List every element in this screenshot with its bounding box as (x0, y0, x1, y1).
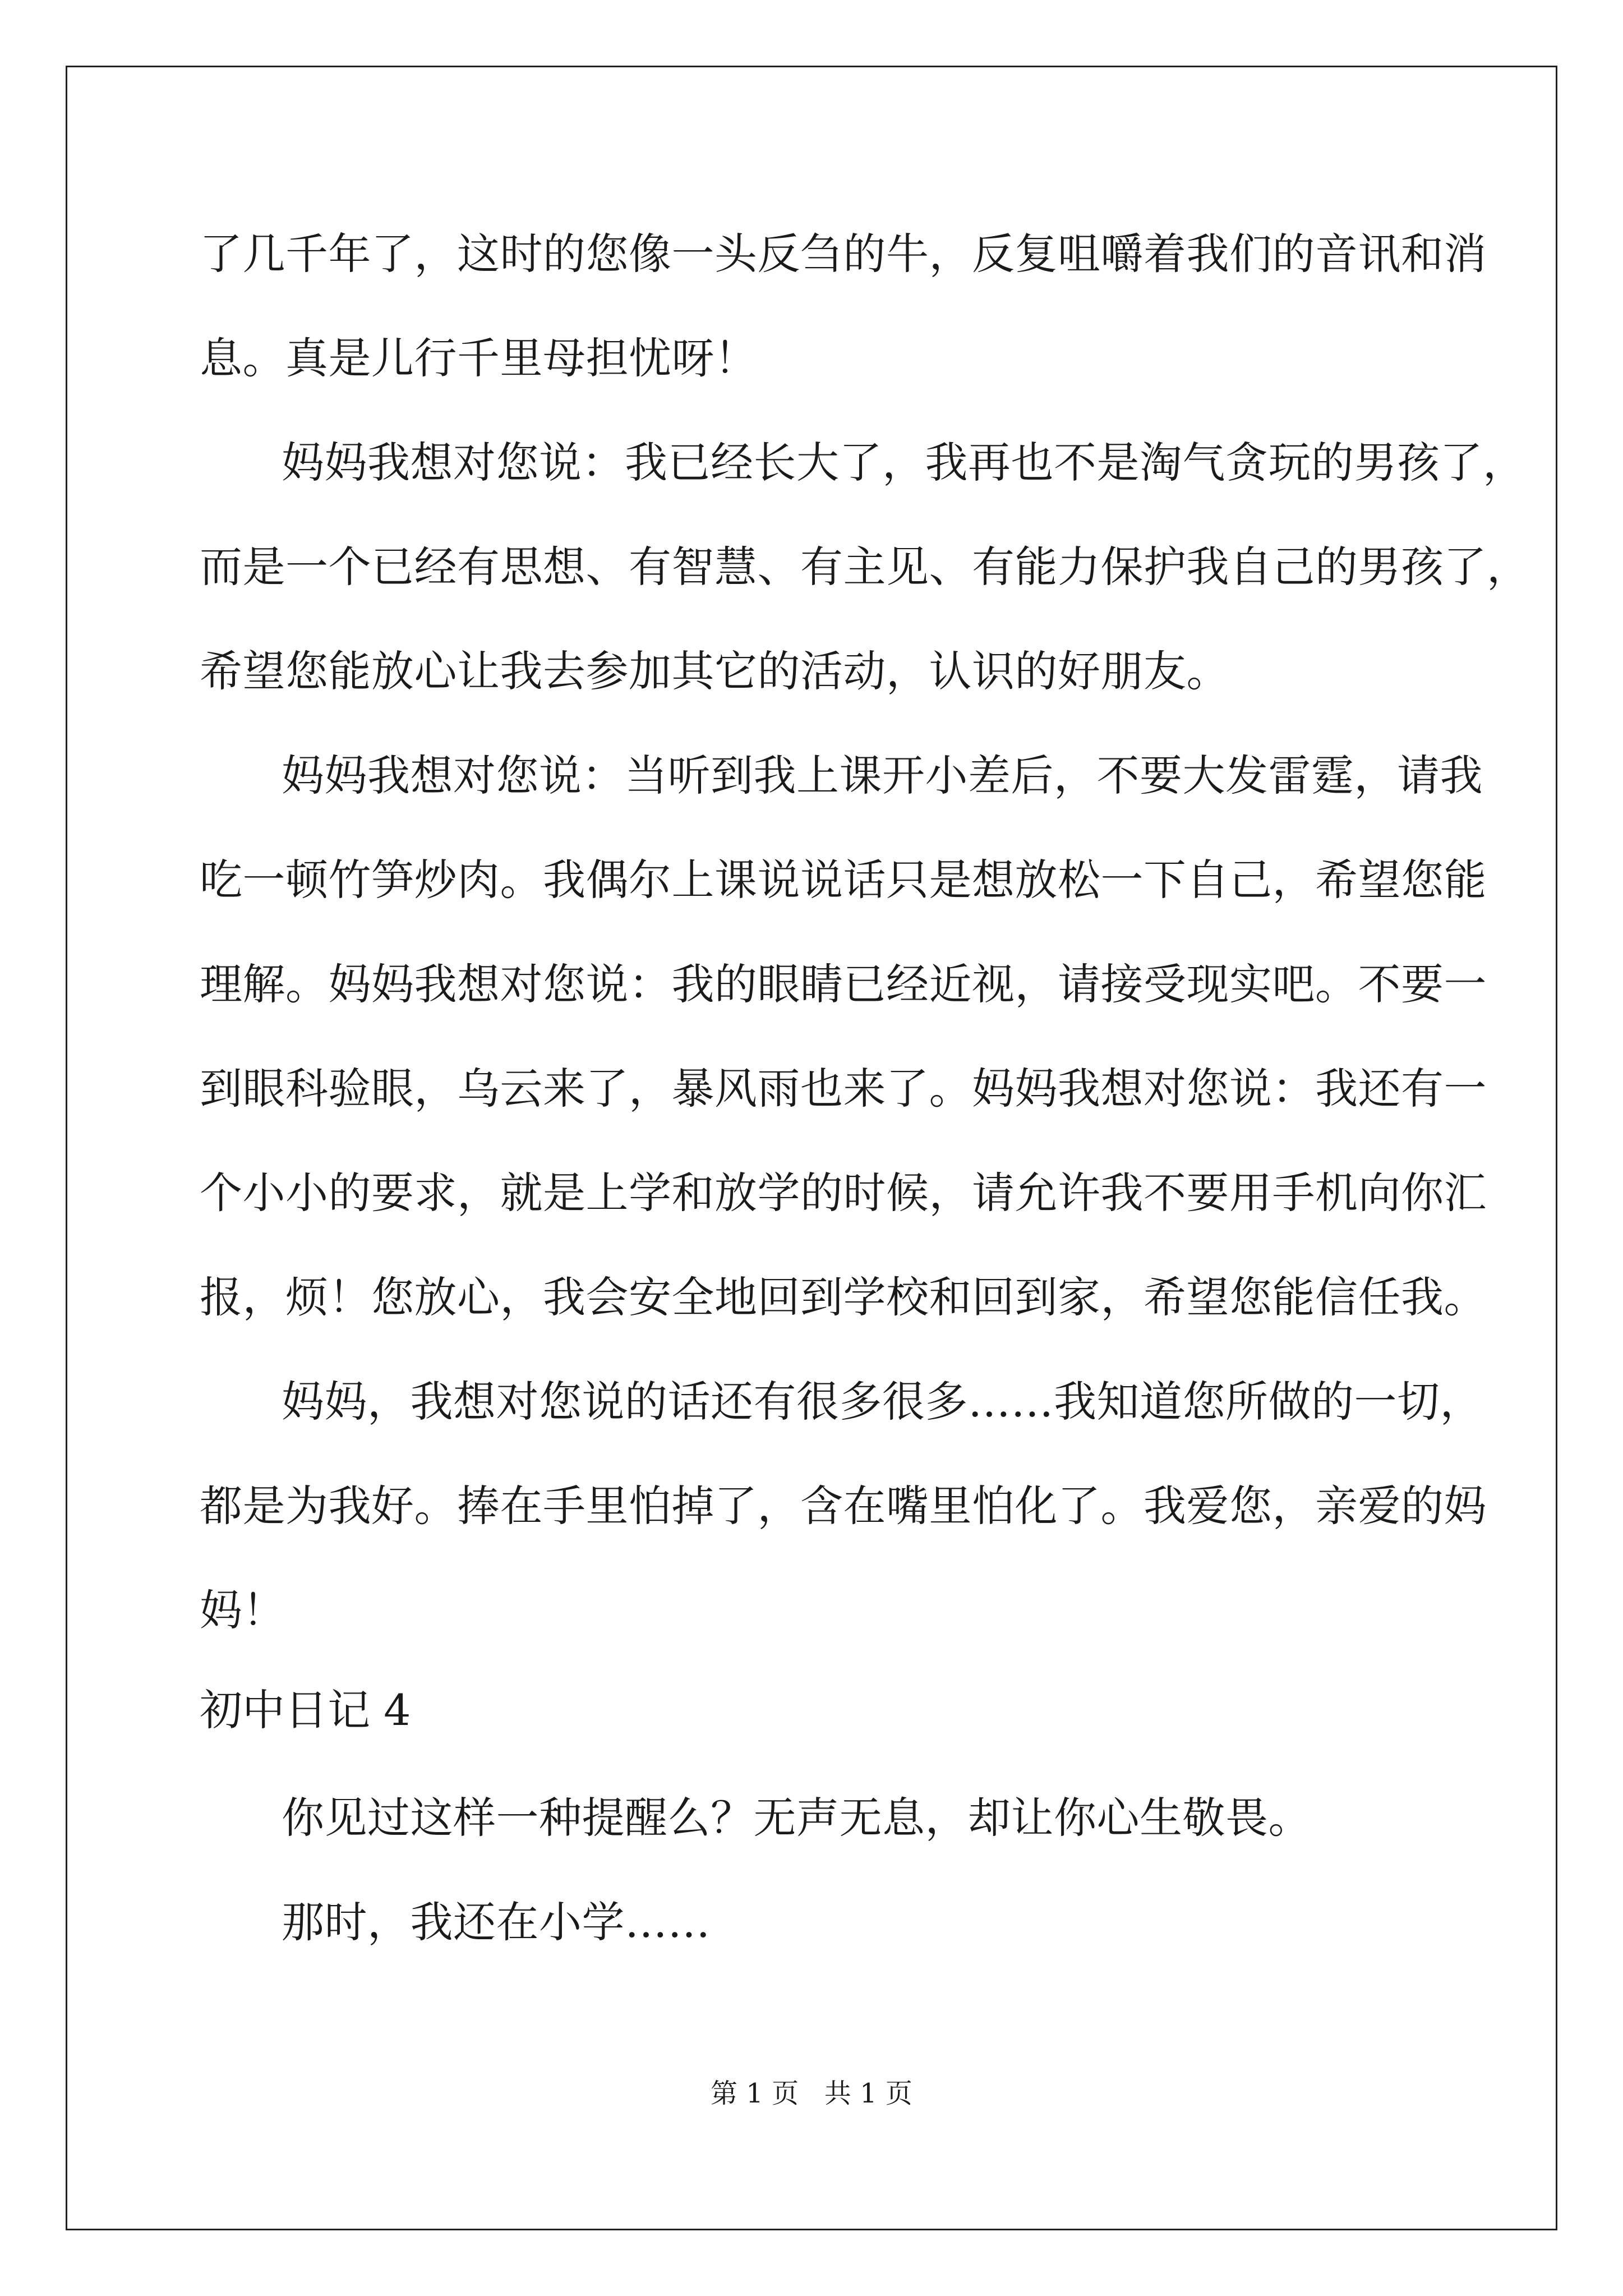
text-line: 而是一个已经有思想、有智慧、有主见、有能力保护我自己的男孩了， (200, 542, 1530, 592)
text-line: 了几千年了，这时的您像一头反刍的牛，反复咀嚼着我们的音讯和消 (200, 229, 1487, 279)
text-line: 息。真是儿行千里母担忧呀！ (200, 333, 758, 383)
text-line: 希望您能放心让我去参加其它的活动，认识的好朋友。 (200, 646, 1229, 696)
section-heading: 初中日记 4 (200, 1685, 411, 1735)
text-line: 到眼科验眼，乌云来了，暴风雨也来了。妈妈我想对您说：我还有一 (200, 1064, 1487, 1114)
paragraph-start-line: 妈妈我想对您说：我已经长大了，我再也不是淘气贪玩的男孩了， (282, 438, 1526, 487)
document-body (200, 202, 1530, 1975)
text-line: 报，烦！您放心，我会安全地回到学校和回到家，希望您能信任我。 (200, 1272, 1487, 1322)
paragraph-start-line: 妈妈，我想对您说的话还有很多很多……我知道您所做的一切， (282, 1377, 1483, 1427)
text-line: 个小小的要求，就是上学和放学的时候，请允许我不要用手机向你汇 (200, 1168, 1487, 1218)
text-line: 妈！ (200, 1585, 285, 1635)
paragraph-start-line: 那时，我还在小学…… (282, 1897, 711, 1947)
text-line: 吃一顿竹笋炒肉。我偶尔上课说说话只是想放松一下自己，希望您能 (200, 855, 1487, 905)
page-number-footer: 第 1 页 共 1 页 (711, 2078, 912, 2109)
paragraph-start-line: 妈妈我想对您说：当听到我上课开小差后，不要大发雷霆，请我 (282, 751, 1483, 800)
text-line: 理解。妈妈我想对您说：我的眼睛已经近视，请接受现实吧。不要一 (200, 959, 1487, 1009)
paragraph-start-line: 你见过这样一种提醒么？无声无息，却让你心生敬畏。 (282, 1793, 1311, 1843)
text-line: 都是为我好。捧在手里怕掉了，含在嘴里怕化了。我爱您，亲爱的妈 (200, 1481, 1487, 1531)
